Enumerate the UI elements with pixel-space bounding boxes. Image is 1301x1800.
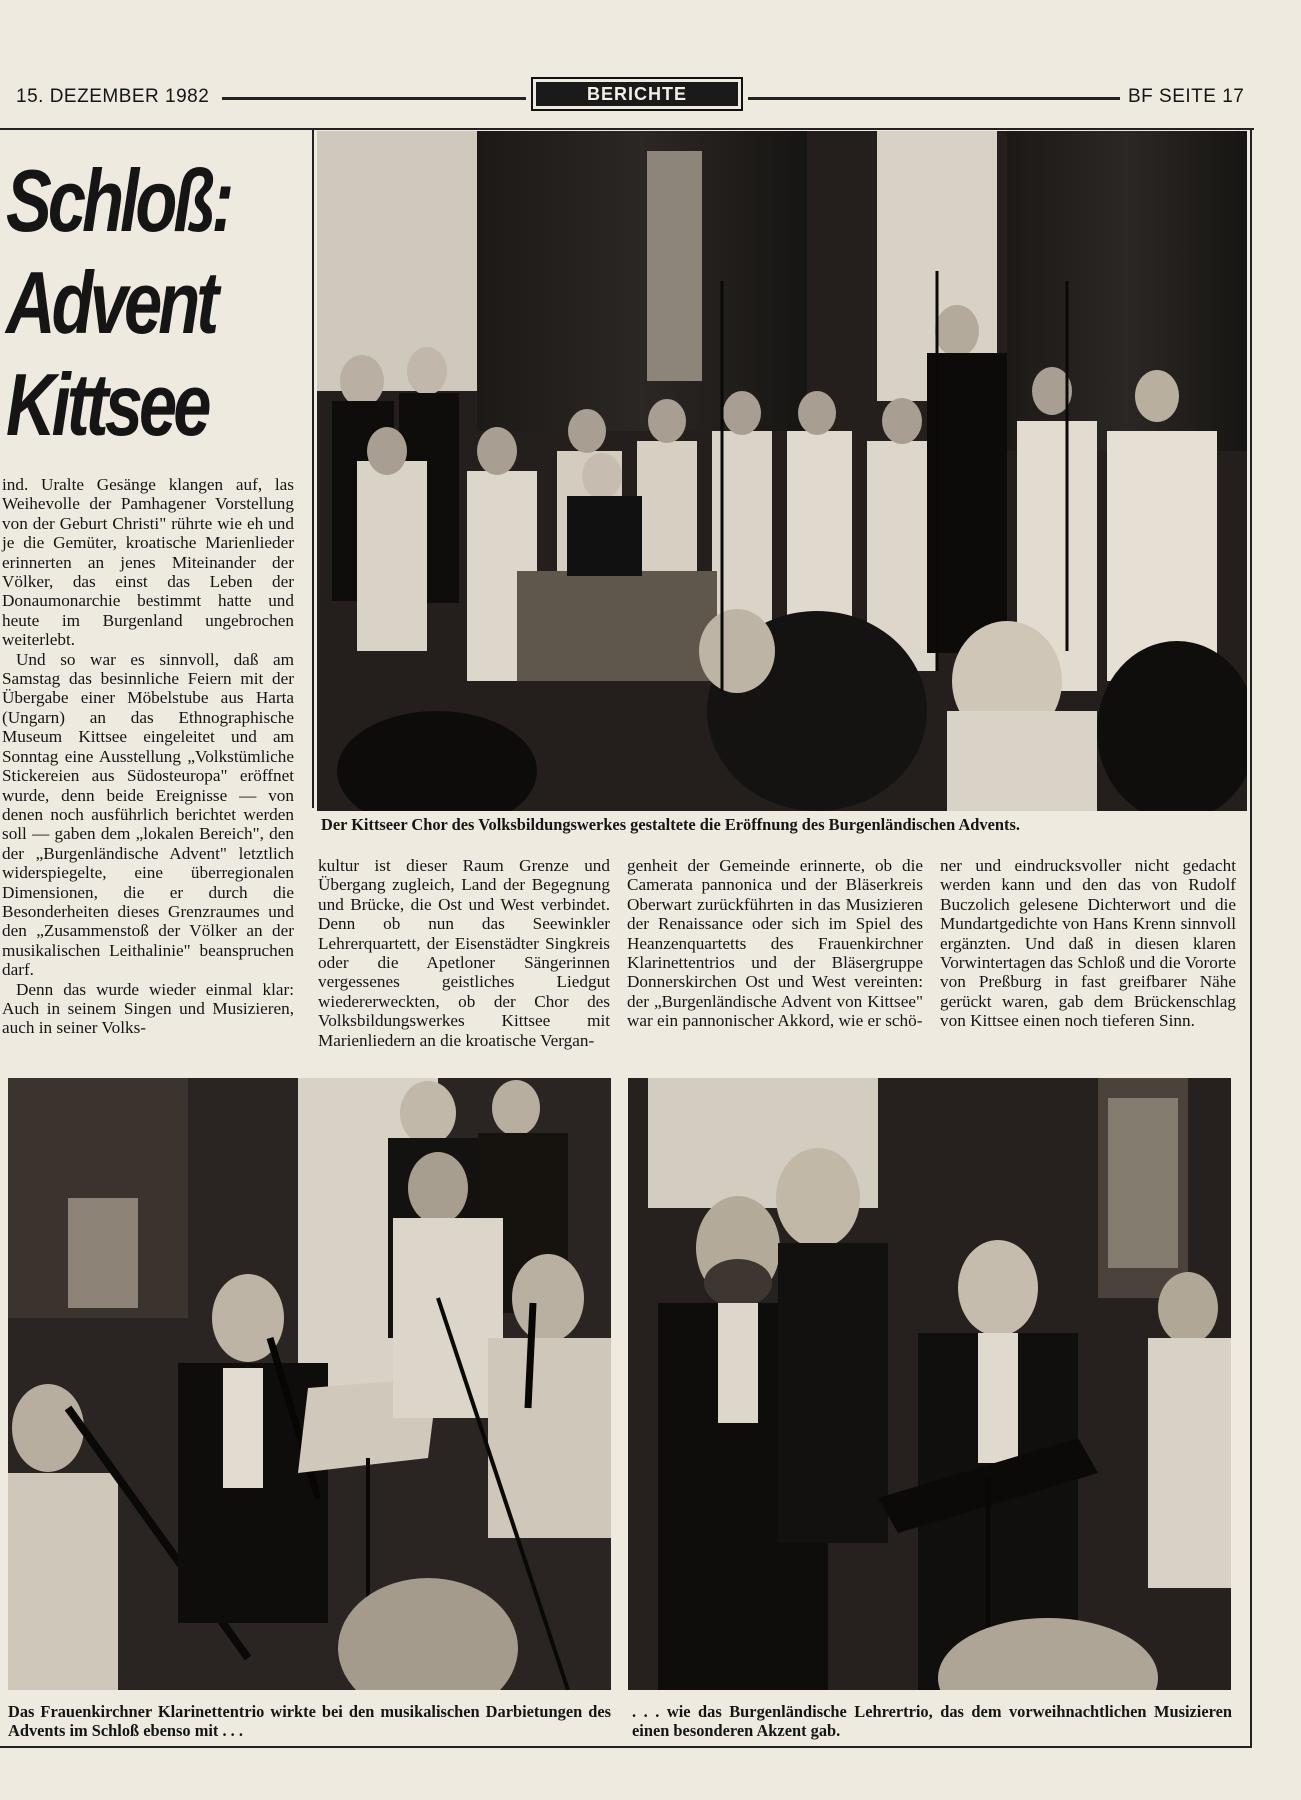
headline-line-3: Kittsee	[6, 355, 208, 454]
clarinet-trio-caption: Das Frauenkirchner Klarinettentrio wirkte bei den musikalischen Darbietungen des Advents im Schloß ebenso mit . . .	[8, 1702, 611, 1740]
teacher-trio-photo	[628, 1078, 1231, 1690]
header-rule-right	[748, 97, 1120, 100]
header-rule-left	[222, 97, 526, 100]
page-number: BF SEITE 17	[1128, 86, 1245, 107]
teacher-trio-image	[628, 1078, 1231, 1690]
section-badge	[531, 77, 743, 111]
article-paragraph-1: ind. Uralte Gesänge klangen auf, las Weihevolle der Pamhagener Vorstellung von der Geburt Christi" rührte wie eh und je die Gemüter, kroatische Marienlieder erinnerten an jenes Miteinander der Völker, das einst das Leben der Donaumonarchie bestimmt hatte und heute im Burgenland ungebrochen weiterlebt.	[2, 475, 294, 650]
clarinet-trio-image	[8, 1078, 611, 1690]
article-column-3: genheit der Gemeinde erinnerte, ob die Camerata pannonica und der Bläserkreis Oberwart zurückführten in das Musizieren der Renaissance oder sich im Spiel des Heanzenquartetts des Frauenkirchner Klarinettentrios und der Bläsergruppe Donnerskirchen Ost und West vereinten: der „Burgenländische Advent von Kittsee" war ein pannonischer Akkord, wie er schö-	[627, 856, 923, 1031]
choir-photo	[317, 131, 1247, 811]
right-frame-rule	[1250, 128, 1252, 1748]
bottom-frame-rule	[0, 1746, 1252, 1748]
choir-photo-caption: Der Kittseer Chor des Volksbildungswerkes gestaltete die Eröffnung des Burgenländischen Advents.	[321, 815, 1020, 834]
section-label: BERICHTE	[536, 82, 738, 106]
headline-line-1: Schloß:	[6, 151, 231, 250]
teacher-trio-caption: . . . wie das Burgenländische Lehrertrio, das dem vorweihnachtlichen Musizieren einen besonderen Akzent gab.	[632, 1702, 1232, 1740]
headline-line-2: Advent	[6, 253, 216, 352]
left-column-divider	[312, 128, 314, 808]
article-paragraph-3: Denn das wurde wieder einmal klar: Auch in seinem Singen und Musizieren, auch in seiner Volks-	[2, 979, 294, 1038]
clarinet-trio-photo	[8, 1078, 611, 1690]
top-frame-rule	[0, 128, 1254, 130]
article-column-4: ner und eindrucksvoller nicht gedacht werden kann und den das von Rudolf Buczolich gelesene Dichterwort und die Mundartgedichte von Hans Krenn sinnvoll ergänzten. Und daß in diesen klaren Vorwintertagen das Schloß und die Vororte von Preßburg in fast greifbarer Nähe gerückt waren, gab dem Brückenschlag von Kittsee einen noch tieferen Sinn.	[940, 856, 1236, 1031]
article-headline	[6, 150, 240, 456]
choir-photo-image	[317, 131, 1247, 811]
article-paragraph-2: Und so war es sinnvoll, daß am Samstag das besinnliche Feiern mit der Übergabe einer Möbelstube aus Harta (Ungarn) an das Ethnographische Museum Kittsee eingeleitet und am Sonntag eine Ausstellung „Volkstümliche Stickereien aus Südosteuropa" eröffnet wurde, denn beide Ereignisse — von denen noch ausführlich berichtet werden soll — gaben dem „lokalen Bereich", den der „Burgenländische Advent" letztlich widerspiegelte, eine überregionalen Dimensionen, die er durch die Besonderheiten dieses Grenzraumes und den „Zusammenstoß der Völker an der musikalischen Leithalinie" beanspruchen darf.	[2, 649, 294, 980]
article-column-1	[2, 475, 294, 1038]
issue-date: 15. DEZEMBER 1982	[16, 86, 210, 107]
article-column-2: kultur ist dieser Raum Grenze und Übergang zugleich, Land der Begegnung und Brücke, die Ost und West verbindet. Denn ob nun das Seewinkler Lehrerquartett, der Eisenstädter Singkreis oder die Apetloner Sängerinnen vergessenes geistliches Liedgut wiedererweckten, ob der Chor des Volksbildungswerkes Kittsee mit Marienliedern an die kroatische Vergan-	[318, 856, 610, 1050]
